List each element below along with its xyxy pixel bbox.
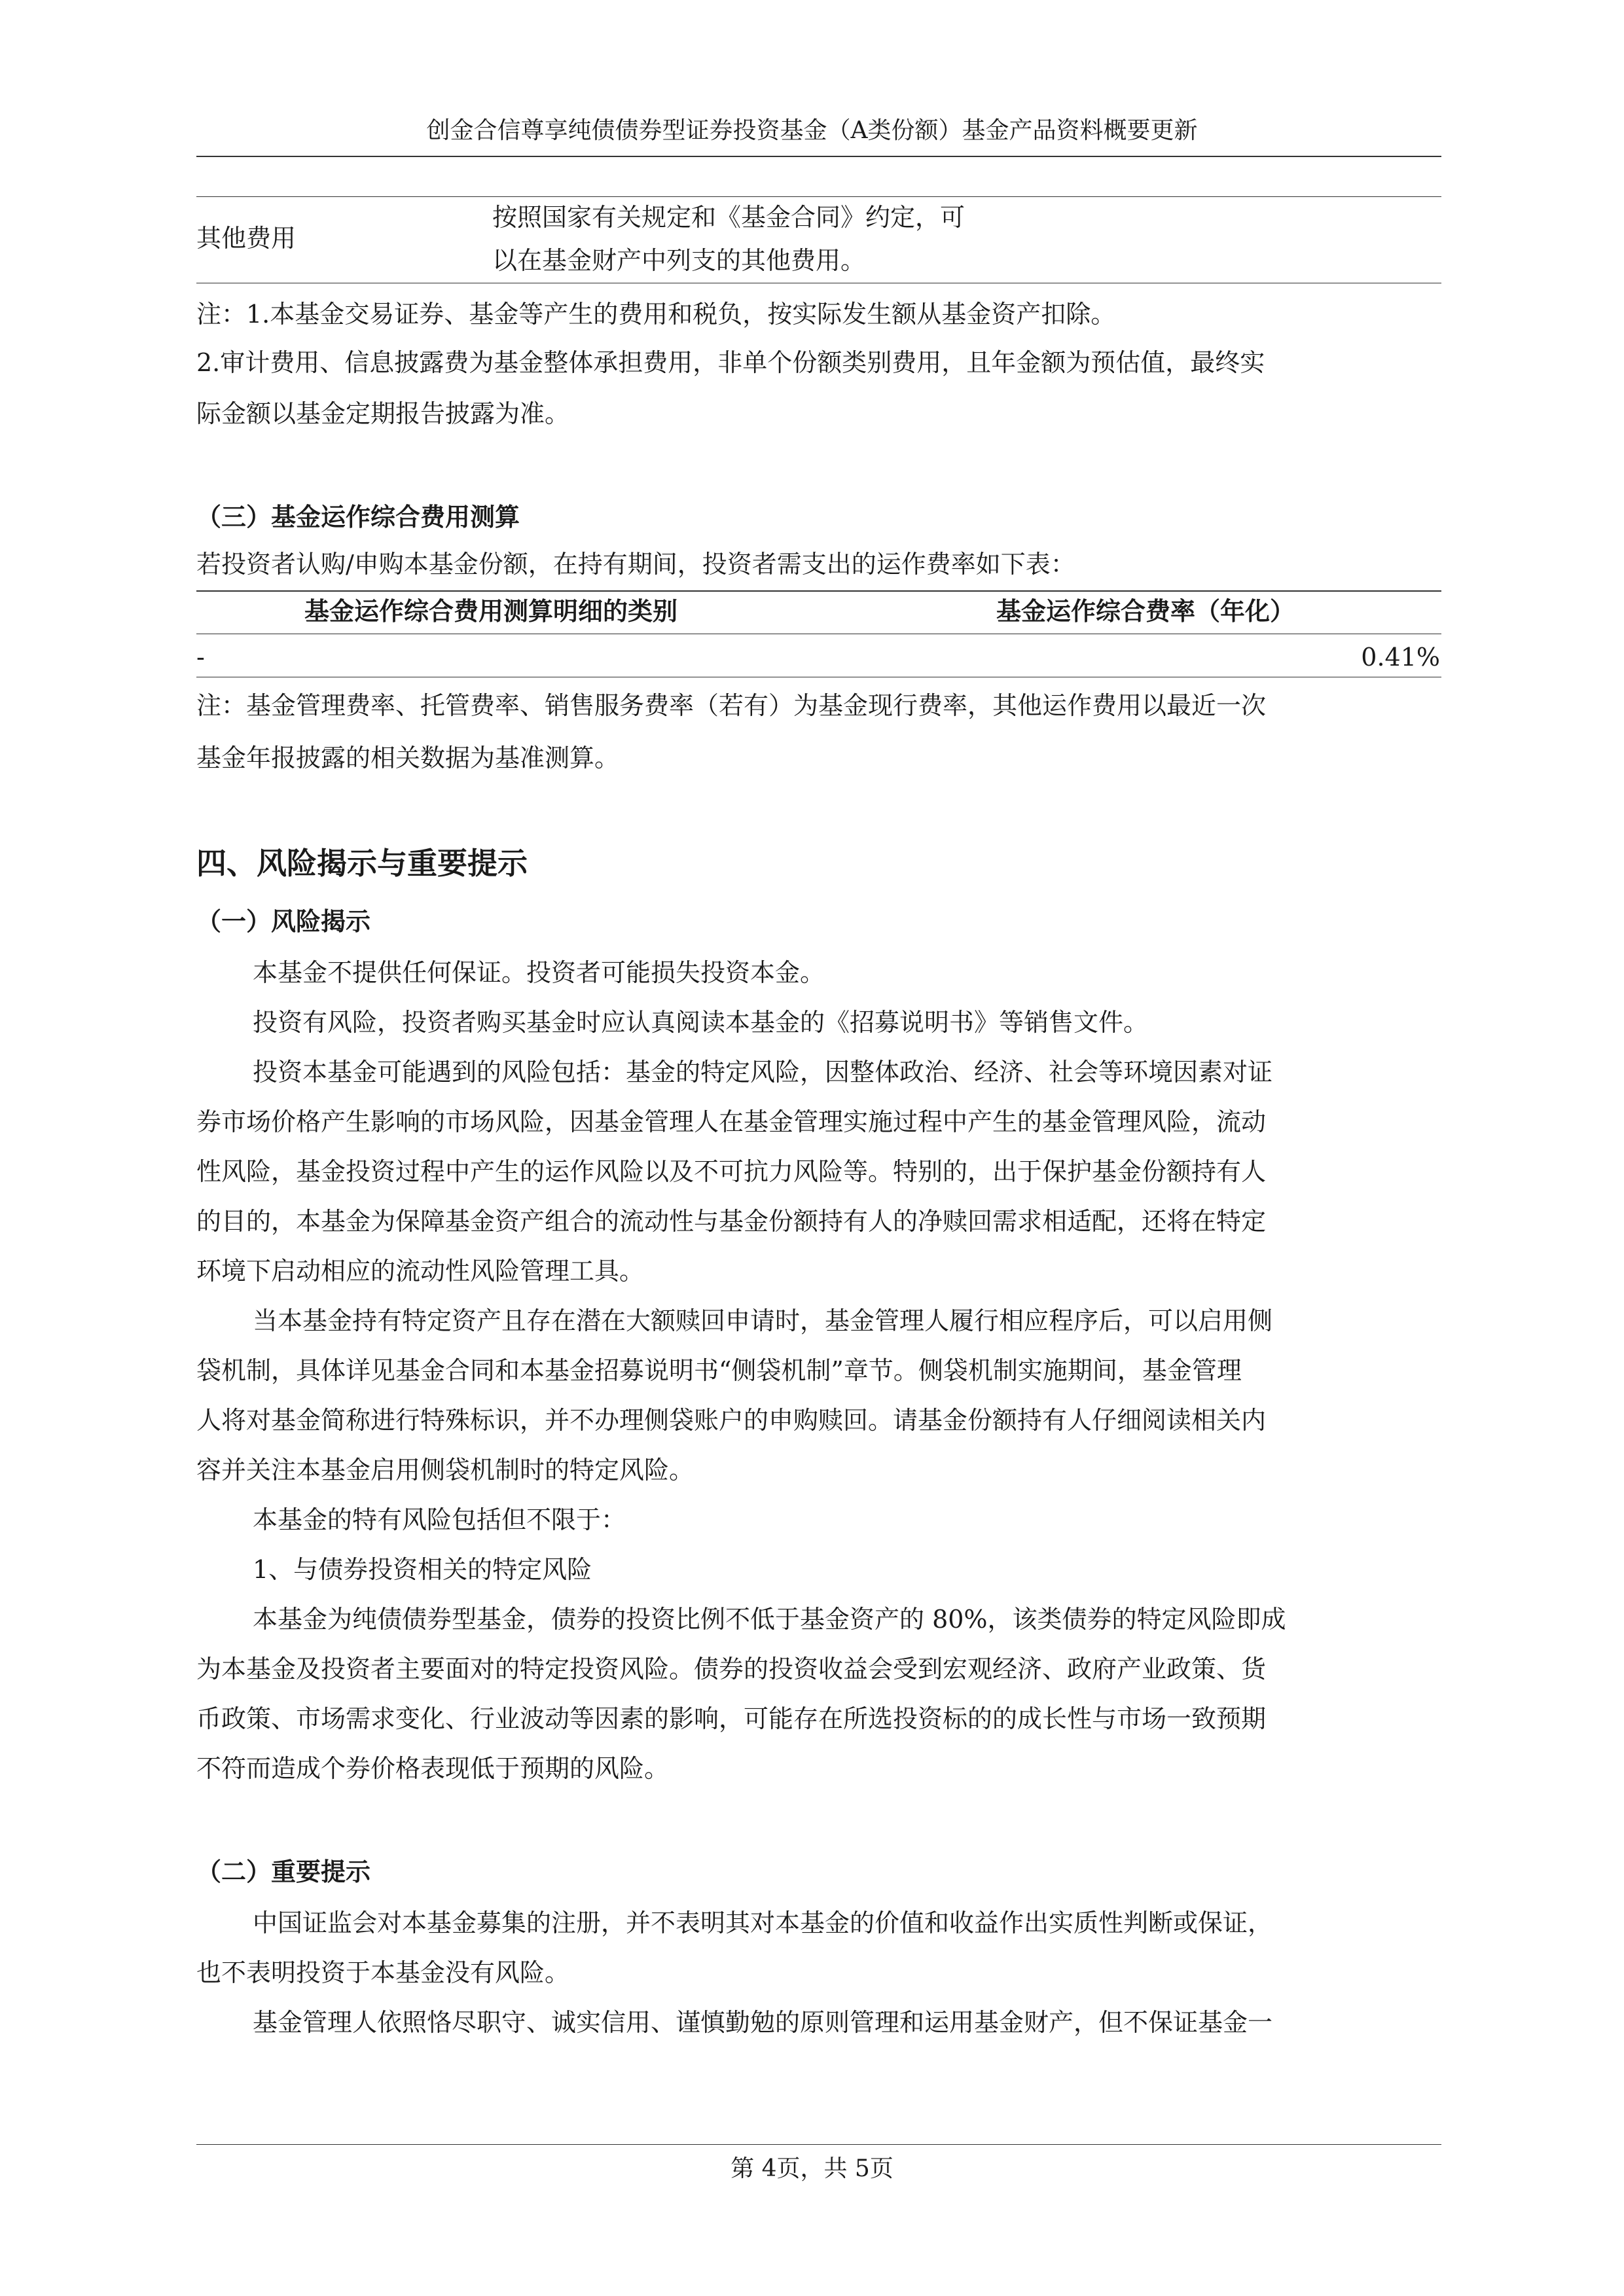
section4-heading: 四、风险揭示与重要提示 [196,846,528,881]
fee-table-top-border [196,196,1441,197]
section4-sub1-heading: （一）风险揭示 [196,907,371,936]
risk-paragraph-line: 的目的，本基金为保障基金资产组合的流动性与基金份额持有人的净赎回需求相适配，还将在特定 [196,1207,1267,1236]
page-header-title: 创金合信尊享纯债债券型证券投资基金（A类份额）基金产品资料概要更新 [426,117,1198,144]
risk-paragraph-line: 投资本基金可能遇到的风险包括：基金的特定风险，因整体政治、经济、社会等环境因素对证 [253,1058,1273,1086]
ops-table-header-rate: 基金运作综合费率（年化） [996,597,1295,626]
notice-paragraph-line: 中国证监会对本基金募集的注册，并不表明其对本基金的价值和收益作出实质性判断或保证， [253,1909,1273,1937]
fee-note-line: 际金额以基金定期报告披露为准。 [196,399,570,428]
ops-table-header-category: 基金运作综合费用测算明细的类别 [304,597,677,626]
ops-table-cell-rate: 0.41% [1361,643,1440,672]
risk-paragraph-line: 本基金为纯债债券型基金，债券的投资比例不低于基金资产的 80%，该类债券的特定风险即成 [253,1605,1286,1634]
risk-paragraph-line: 人将对基金简称进行特殊标识，并不办理侧袋账户的申购赎回。请基金份额持有人仔细阅读相关内 [196,1406,1267,1435]
risk-paragraph-line: 本基金的特有风险包括但不限于： [253,1505,626,1534]
notice-paragraph-line: 也不表明投资于本基金没有风险。 [196,1958,570,1987]
fee-row-label: 其他费用 [196,224,297,253]
fee-row-value-line: 以在基金财产中列支的其他费用。 [492,246,866,275]
page-number: 第 4页，共 5页 [731,2155,893,2182]
section4-sub2-heading: （二）重要提示 [196,1857,371,1886]
risk-paragraph-line: 袋机制，具体详见基金合同和本基金招募说明书“侧袋机制”章节。侧袋机制实施期间，基金管理 [196,1356,1242,1385]
risk-paragraph-line: 为本基金及投资者主要面对的特定投资风险。债券的投资收益会受到宏观经济、政府产业政策、货 [196,1655,1267,1683]
ops-table-top-border [196,590,1441,592]
notice-paragraph-line: 基金管理人依照恪尽职守、诚实信用、谨慎勤勉的原则管理和运用基金财产，但不保证基金一 [253,2008,1273,2037]
risk-paragraph-line: 1、与债券投资相关的特定风险 [253,1555,592,1584]
fee-note-line: 注：1.本基金交易证券、基金等产生的费用和税负，按实际发生额从基金资产扣除。 [196,300,1116,329]
fee-row-value-line: 按照国家有关规定和《基金合同》约定，可 [492,203,965,232]
section3-intro: 若投资者认购/申购本基金份额，在持有期间，投资者需支出的运作费率如下表： [196,550,1075,579]
risk-paragraph-line: 券市场价格产生影响的市场风险，因基金管理人在基金管理实施过程中产生的基金管理风险，流动 [196,1107,1267,1136]
risk-paragraph-line: 投资有风险，投资者购买基金时应认真阅读本基金的《招募说明书》等销售文件。 [253,1008,1149,1037]
risk-paragraph-line: 容并关注本基金启用侧袋机制时的特定风险。 [196,1456,695,1484]
ops-table-cell-category: - [196,643,205,672]
risk-paragraph-line: 环境下启动相应的流动性风险管理工具。 [196,1257,645,1285]
header-rule [196,156,1441,157]
risk-paragraph-line: 性风险，基金投资过程中产生的运作风险以及不可抗力风险等。特别的，出于保护基金份额持有人 [196,1157,1267,1186]
section3-note-line: 注：基金管理费率、托管费率、销售服务费率（若有）为基金现行费率，其他运作费用以最近一次 [196,691,1267,720]
section3-heading: （三）基金运作综合费用测算 [196,503,520,531]
fee-note-line: 2.审计费用、信息披露费为基金整体承担费用，非单个份额类别费用，且年金额为预估值，最终实 [196,348,1265,377]
footer-rule [196,2144,1441,2145]
risk-paragraph-line: 币政策、市场需求变化、行业波动等因素的影响，可能存在所选投资标的的成长性与市场一致预期 [196,1704,1267,1733]
risk-paragraph-line: 不符而造成个券价格表现低于预期的风险。 [196,1754,670,1783]
risk-paragraph-line: 当本基金持有特定资产且存在潜在大额赎回申请时，基金管理人履行相应程序后，可以启用侧 [253,1306,1273,1335]
risk-paragraph-line: 本基金不提供任何保证。投资者可能损失投资本金。 [253,958,825,987]
section3-note-line: 基金年报披露的相关数据为基准测算。 [196,744,620,772]
